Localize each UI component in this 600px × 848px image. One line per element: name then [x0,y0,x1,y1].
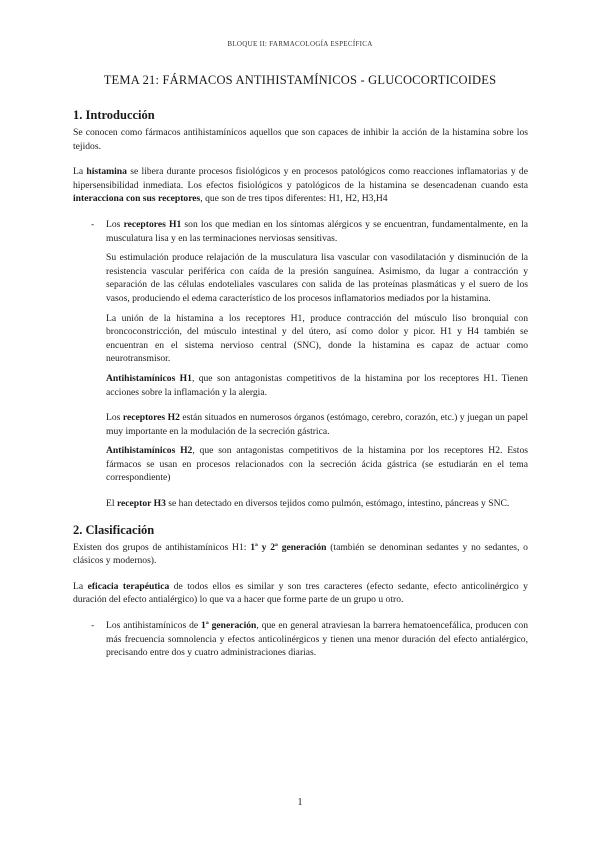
antihistaminicos-h2-paragraph: Antihistamínicos H2, que son antagonistas competitivos de la histamina por los receptores H2. Estos fármacos se usan en procesos relacionados con la secreción ácida gástrica (se estudiarán en el tema correspondiente) [106,445,528,484]
bullet-dash: - [91,218,95,230]
histamina-paragraph: La histamina se libera durante procesos fisiológicos y en procesos patológicos como reacciones inflamatorias y de hipersensibilidad inmediata. Los efectos fisiológicos y patológicos de la histamina se desencadenan cuando esta interacciona con sus receptores, que son de tres tipos diferentes: H1, H2, H3,H4 [73,166,528,205]
document-body [73,108,528,660]
h1-details [73,251,528,511]
bullet-primera-generacion [73,619,528,660]
intro-paragraph: Se conocen como fármacos antihistamínicos aquellos que son capaces de inhibir la acción de la histamina sobre los tejidos. [73,127,528,152]
receptor-h3-paragraph: El receptor H3 se han detectado en diversos tejidos como pulmón, estómago, intestino, páncreas y SNC. [106,498,510,510]
union-paragraph: La unión de la histamina a los receptores H1, produce contracción del músculo liso bronquial con broncoconstricción, del músculo intestinal y del útero, así como dolor y picor. H1 y H4 también se encuentran en el sistema nervioso central (SNC), donde la histamina es capaz de actuar como neurotransmisor. [106,312,528,365]
document-title: TEMA 21: FÁRMACOS ANTIHISTAMÍNICOS - GLUCOCORTICOIDES [103,73,497,87]
section-heading-introduccion: 1. Introducción [73,108,155,122]
estimulacion-paragraph: Su estimulación produce relajación de la musculatura lisa vascular con vasodilatación y disminución de la resistencia vascular periférica con caída de la presión sanguínea. Asimismo, da lugar a contracción y separación de las células endoteliales vasculares con salida de las proteínas plasmáticas y el suero de los vasos, produciendo el edema característico de los procesos inflamatorios mediados por la histamina. [106,252,528,304]
bullet-text: Los receptores H1 son los que median en los síntomas alérgicos y se encuentran, fundamentalmente, en la musculatura lisa y en las terminaciones nerviosas sensitivas. [106,218,528,244]
bullet-dash: - [91,620,95,632]
eficacia-paragraph: La eficacia terapéutica de todos ellos es similar y son tres caracteres (efecto sedante, efecto anticolinérgico y duración del efecto antialérgico) lo que va a hacer que forme parte de un grupo u otro. [73,580,528,606]
page-number: 1 [297,797,303,808]
grupos-paragraph: Existen dos grupos de antihistamínicos H1: 1ª y 2ª generación (también se denominan sedantes y no sedantes, o clásicos y modernos). [73,541,528,567]
bullet-receptores-h1 [73,218,528,245]
running-header: BLOQUE II: FARMACOLOGÍA ESPECÍFICA [227,40,373,48]
antihistaminicos-h1-paragraph: Antihistamínicos H1, que son antagonistas competitivos de la histamina por los receptores H1. Tienen acciones sobre la inflamación y la alergia. [106,372,528,398]
section-heading-clasificacion: 2. Clasificación [73,522,155,537]
receptores-h2-paragraph: Los receptores H2 están situados en numerosos órganos (estómago, cerebro, corazón, etc.) y juegan un papel muy importante en la modulación de la secreción gástrica. [106,412,528,437]
bullet-text: Los antihistamínicos de 1ª generación, que en general atraviesan la barrera hematoencefálica, producen con más frecuencia somnolencia y efectos anticolinérgicos y tienen una menor duración del efecto antialérgico, precisando entre dos y cuatro administraciones diarias. [106,620,529,659]
